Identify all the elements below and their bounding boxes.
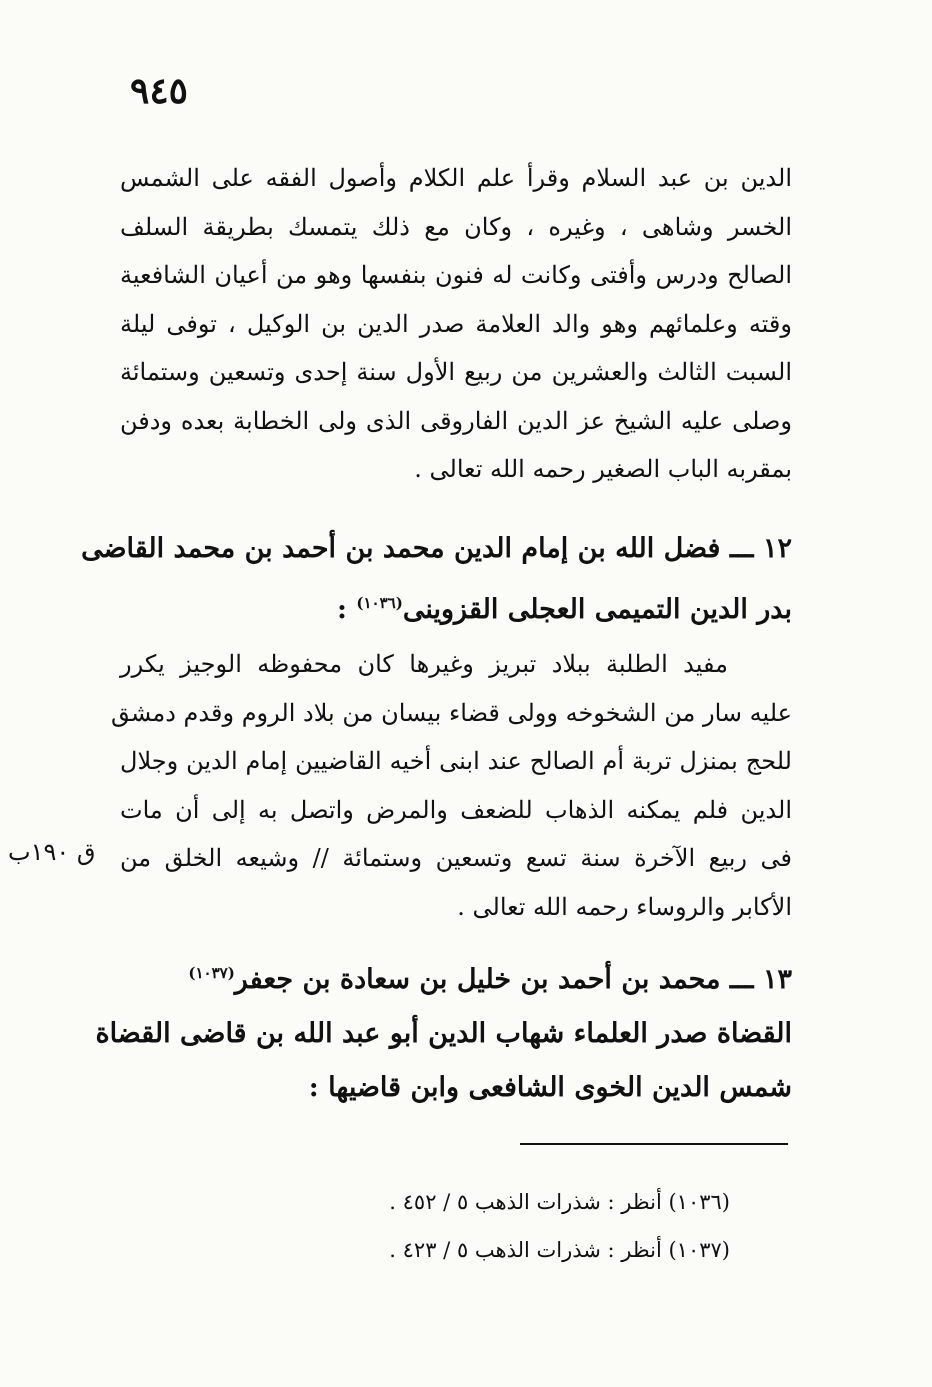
- heading-colon: :: [337, 594, 357, 625]
- heading-line: ١٢ ـــ فضل الله بن إمام الدين محمد بن أحمد بن محمد القاضى: [81, 533, 792, 564]
- text-line: وصلى عليه الشيخ عز الدين الفاروقى الذى ولى الخطابة بعده ودفن: [120, 406, 792, 435]
- heading-line: شمس الدين الخوى الشافعى وابن قاضيها :: [308, 1072, 792, 1103]
- text-line: الأكابر والروساء رحمه الله تعالى .: [457, 892, 792, 921]
- text-line: للحج بمنزل تربة أم الصالح عند ابنى أخيه القاضيين إمام الدين وجلال: [120, 747, 792, 775]
- text-line: مفيد الطلبة ببلاد تبريز وغيرها كان محفوظه الوجيز يكرر: [120, 650, 728, 678]
- heading-line: القضاة صدر العلماء شهاب الدين أبو عبد الله بن قاضى القضاة: [95, 1018, 792, 1049]
- heading-line: [120, 576, 792, 637]
- text-line: الصالح ودرس وأفتى وكانت له فنون بنفسها وهو من أعيان الشافعية: [120, 261, 792, 289]
- entry-12-heading: [81, 522, 792, 637]
- paragraph-2: [110, 640, 792, 931]
- footnote-1036: (١٠٣٦) أنظر : شذرات الذهب ٥ / ٤٥٢ .: [389, 1190, 730, 1214]
- text-line: عليه سار من الشخوخه وولى قضاء بيسان من بلاد الروم وقدم دمشق: [110, 698, 792, 727]
- footnote-ref: (١٠٣٦): [356, 594, 403, 612]
- text-line: الخسر وشاهى ، وغيره ، وكان مع ذلك يتمسك بطريقة السلف: [120, 212, 792, 241]
- text-line: فى ربيع الآخرة سنة تسع وتسعين وستمائة // وشيعه الخلق من: [120, 844, 792, 872]
- heading-line: [120, 946, 792, 1007]
- page-number: ٩٤٥: [130, 70, 189, 112]
- footnote-divider: [520, 1143, 788, 1145]
- text-line: وقته وعلمائهم وهو والد العلامة صدر الدين بن الوكيل ، توفى ليلة: [120, 309, 792, 338]
- text-line: الدين بن عبد السلام وقرأ علم الكلام وأصول الفقه على الشمس: [120, 164, 792, 192]
- text-line: الدين فلم يمكنه الذهاب للضعف والمرض واتصل به إلى أن مات: [120, 795, 792, 824]
- text-line: السبت الثالث والعشرين من ربيع الأول سنة إحدى وتسعين وستمائة: [120, 358, 792, 386]
- footnote-1037: (١٠٣٧) أنظر : شذرات الذهب ٥ / ٤٢٣ .: [389, 1238, 730, 1262]
- text-line: بمقربه الباب الصغير رحمه الله تعالى .: [414, 455, 792, 483]
- margin-note: ق ١٩٠ب: [8, 838, 96, 866]
- heading-text: ١٣ ـــ محمد بن أحمد بن خليل بن سعادة بن جعفر: [234, 964, 792, 995]
- heading-text: بدر الدين التميمى العجلى القزوينى: [402, 594, 792, 625]
- entry-13-heading: [95, 946, 792, 1115]
- paragraph-1: [120, 154, 792, 494]
- footnote-ref: (١٠٣٧): [188, 964, 235, 982]
